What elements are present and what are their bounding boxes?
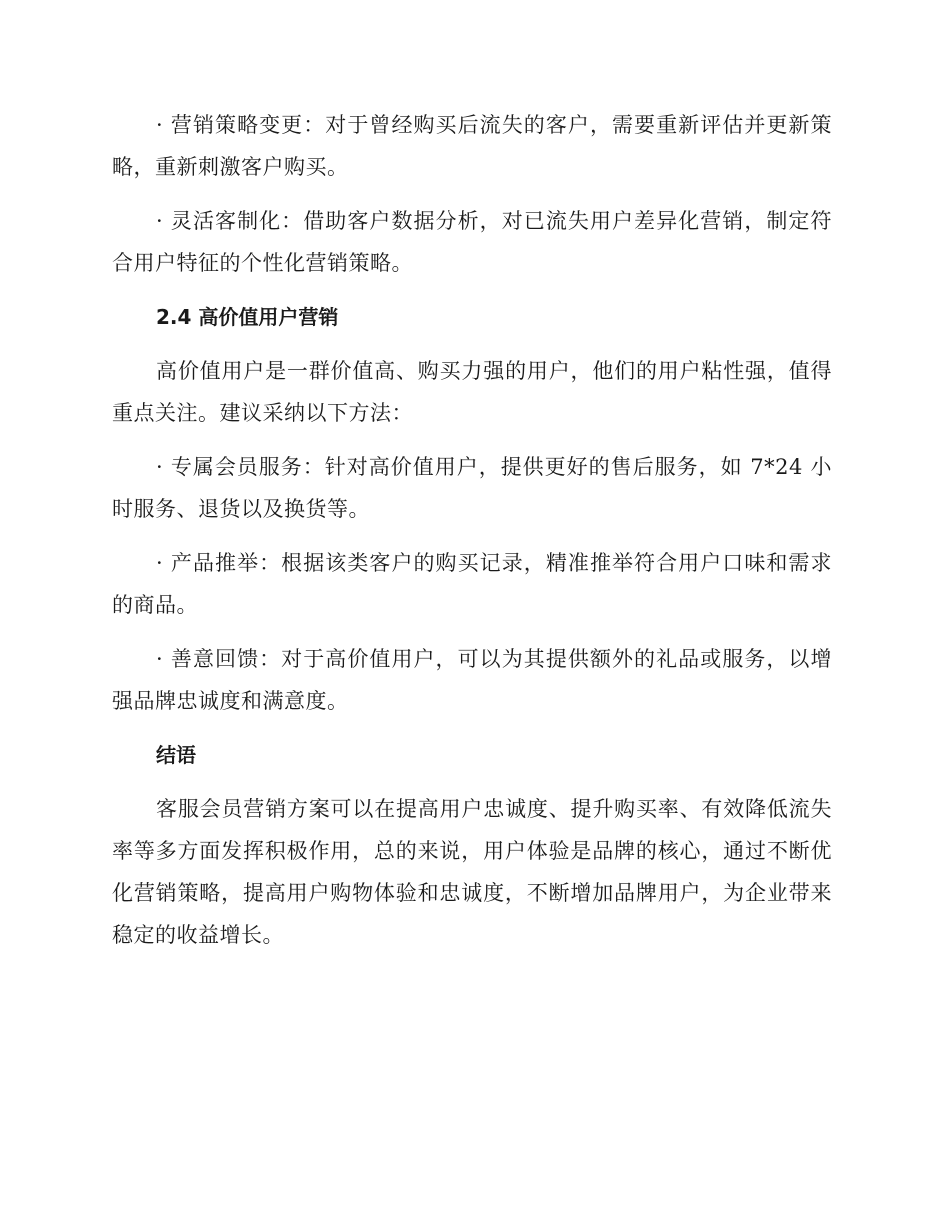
bullet-exclusive-membership: · 专属会员服务：针对高价值用户，提供更好的售后服务，如 7*24 小时服务、退货以及换货等。 [112, 455, 832, 521]
document-body [112, 104, 832, 968]
section-heading-conclusion: 结语 [156, 743, 196, 767]
bullet-flexible-customization: · 灵活客制化：借助客户数据分析，对已流失用户差异化营销，制定符合用户特征的个性化营销策略。 [112, 209, 832, 275]
conclusion-paragraph: 客服会员营销方案可以在提高用户忠诚度、提升购买率、有效降低流失率等多方面发挥积极作用，总的来说，用户体验是品牌的核心，通过不断优化营销策略，提高用户购物体验和忠诚度，不断增加品牌用户，为企业带来稳定的收益增长。 [112, 797, 832, 947]
bullet-product-recommendation: · 产品推举：根据该类客户的购买记录，精准推举符合用户口味和需求的商品。 [112, 551, 832, 617]
high-value-intro: 高价值用户是一群价值高、购买力强的用户，他们的用户粘性强，值得重点关注。建议采纳以下方法： [112, 359, 832, 425]
bullet-goodwill-reward: · 善意回馈：对于高价值用户，可以为其提供额外的礼品或服务，以增强品牌忠诚度和满意度。 [112, 647, 832, 713]
bullet-strategy-change: · 营销策略变更：对于曾经购买后流失的客户，需要重新评估并更新策略，重新刺激客户购买。 [112, 113, 832, 179]
section-heading-high-value: 2.4 高价值用户营销 [156, 305, 339, 329]
